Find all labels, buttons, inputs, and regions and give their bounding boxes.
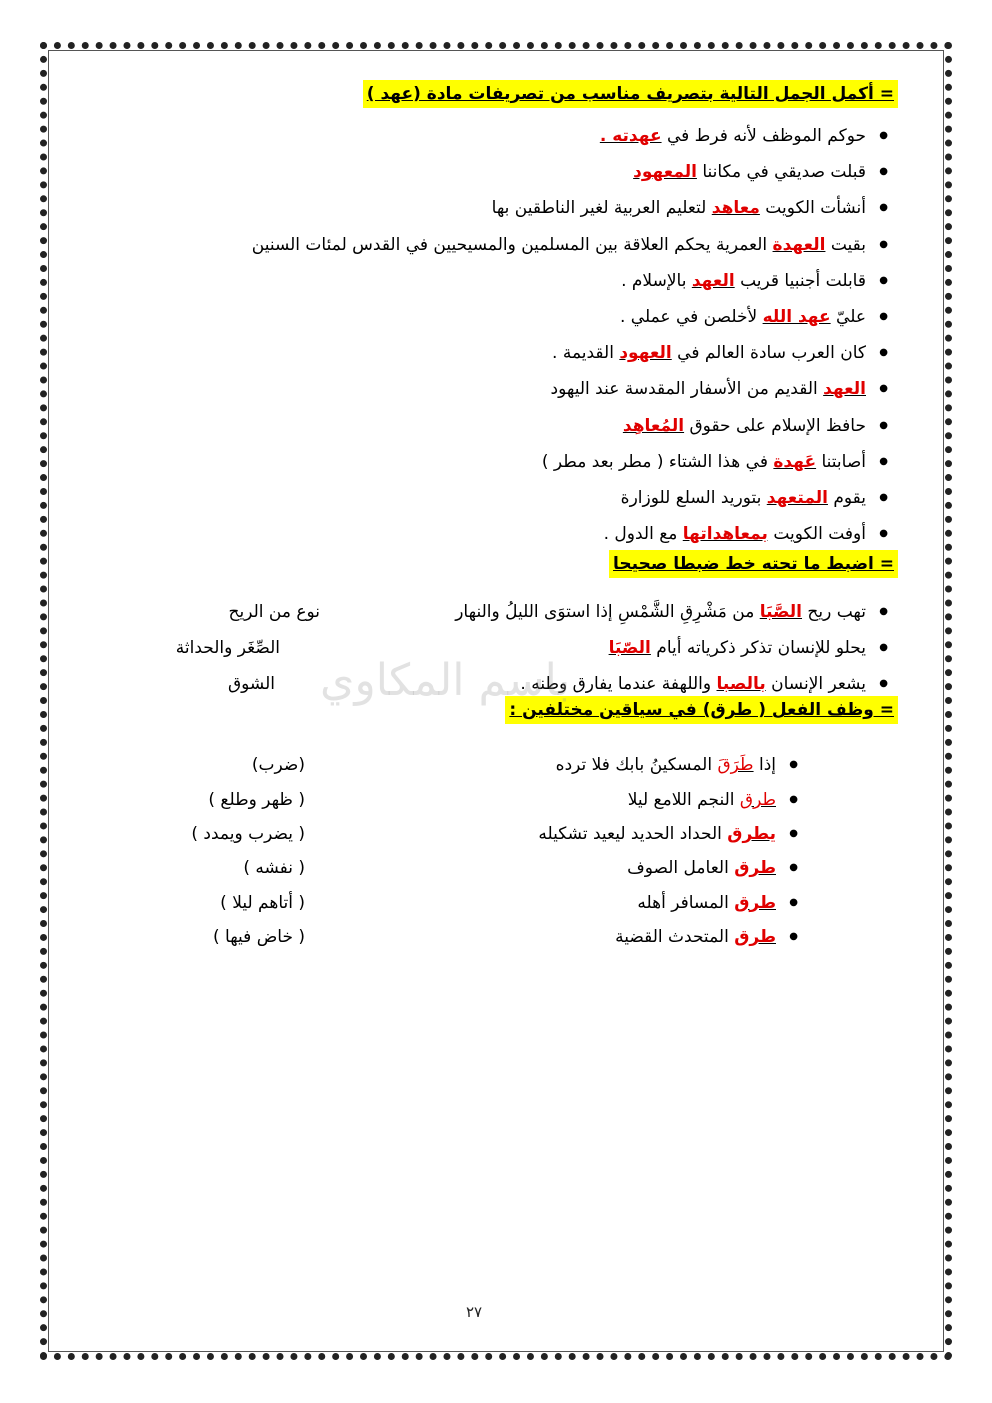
watermark: باسم المكاوي [320, 655, 571, 706]
meaning: ( أتاهم ليلا ) [220, 892, 305, 913]
answer: العهدة [772, 234, 826, 255]
section3-heading: = وظف الفعل ( طرق) في سياقين مختلفين : [505, 696, 898, 724]
list-item: ● أنشأت الكويت معاهد لتعليم العربية لغير الناطقين بها [120, 190, 898, 226]
list-item: ● طرق العامل الصوف ( نفشه ) [120, 851, 808, 885]
answer: العهود [619, 343, 672, 364]
list-item: ● أوفت الكويت بمعاهداتها مع الدول . [120, 516, 898, 552]
answer: المتعهد [766, 488, 828, 509]
meaning: ( نفشه ) [243, 858, 305, 879]
section2-heading-row [120, 550, 898, 594]
answer: عهدته . [599, 126, 662, 146]
answer: بالصبا [716, 674, 766, 695]
page-number: ٢٧ [466, 1303, 483, 1321]
list-item: ● قابلت أجنبيا قريب العهد بالإسلام . [120, 263, 898, 299]
answer: عهد الله [762, 307, 831, 328]
section3-list [120, 748, 898, 954]
list-item: ● يطرق الحداد الحديد ليعيد تشكيله ( يضرب ويمدد ) [120, 817, 808, 851]
answer: الصّبَا [608, 638, 651, 659]
answer: يطرق [727, 824, 776, 845]
answer: عَهدة [773, 451, 817, 472]
answer: بمعاهداتها [682, 524, 768, 545]
worksheet-content [120, 80, 898, 954]
list-item: ● عليّ عهد الله لأخلصن في عملي . [120, 299, 898, 335]
meaning: الصِّغَر والحداثة [175, 638, 280, 659]
list-item: ● بقيت العهدة العمرية يحكم العلاقة بين المسلمين والمسيحيين في القدس لمئات السنين [120, 227, 898, 263]
list-item: ● إذا طَرَقَ المسكينُ بابك فلا ترده (ضرب) [120, 748, 808, 782]
list-item: ● حوكم الموظف لأنه فرط في عهدته . [120, 118, 898, 154]
meaning: الشوق [227, 674, 275, 695]
list-item: ● العهد القديم من الأسفار المقدسة عند اليهود [120, 371, 898, 407]
answer: معاهد [711, 198, 760, 219]
answer: طرق [734, 892, 776, 913]
list-item: ● طرق النجم اللامع ليلا ( ظهر وطلع ) [120, 783, 808, 817]
answer: طرق [734, 926, 776, 947]
meaning: ( يضرب ويمدد ) [191, 824, 305, 845]
list-item: ● حافظ الإسلام على حقوق المُعاهِد [120, 408, 898, 444]
answer: العهد [823, 379, 866, 400]
meaning: (ضرب) [251, 755, 305, 776]
answer: الصَّبَا [759, 602, 803, 623]
list-item: ● يحلو للإنسان تذكر ذكرياته أيام الصّبَا الصِّغَر والحداثة [120, 630, 898, 666]
meaning: نوع من الريح [228, 602, 320, 623]
list-item: ● تهب ريح الصَّبَا من مَشْرِقِ الشَّمْسِ إذا استوَى الليلُ والنهار نوع من الريح [120, 594, 898, 630]
list-item: ● يشعر الإنسان بالصبا واللهفة عندما يفارق وطنه . الشوق [120, 666, 898, 702]
answer: طَرَقَ [717, 755, 754, 776]
meaning: ( خاض فيها ) [213, 926, 305, 947]
section2-heading: = اضبط ما تحته خط ضبطا صحيحا [609, 550, 898, 578]
list-item: ● طرق المسافر أهله ( أتاهم ليلا ) [120, 886, 808, 920]
list-item: ● كان العرب سادة العالم في العهود القديمة . [120, 335, 898, 371]
answer: المعهود [633, 162, 697, 183]
list-item: ● قبلت صديقي في مكاننا المعهود [120, 154, 898, 190]
section1-heading-row [120, 80, 898, 114]
list-item: ● يقوم المتعهد بتوريد السلع للوزارة [120, 480, 898, 516]
answer: طرق [734, 858, 776, 879]
answer: العهد [691, 270, 735, 291]
list-item: ● طرق المتحدث القضية ( خاض فيها ) [120, 920, 808, 954]
answer: المُعاهِد [622, 415, 685, 436]
section1-list [120, 118, 898, 552]
meaning: ( ظهر وطلع ) [208, 789, 305, 810]
list-item: ● أصابتنا عَهدة في هذا الشتاء ( مطر بعد مطر ) [120, 444, 898, 480]
section1-heading: = أكمل الجمل التالية بتصريف مناسب من تصريفات مادة (عهد ) [363, 80, 898, 108]
answer: طرق [739, 789, 776, 810]
